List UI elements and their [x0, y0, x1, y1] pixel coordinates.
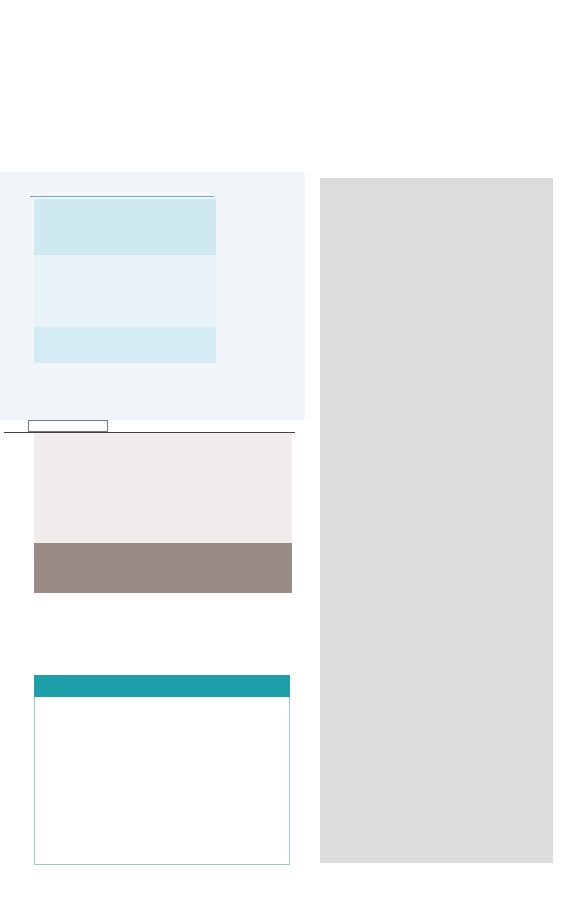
significant-chart-area	[34, 199, 216, 363]
toxic-acceptable-zone	[34, 433, 292, 543]
toxic-low-zone	[34, 543, 292, 593]
divider	[30, 196, 214, 197]
toxic-title-box	[28, 420, 108, 432]
additional-ratios-table	[34, 675, 290, 865]
additional-table-header	[34, 675, 290, 697]
info-panel	[320, 178, 553, 863]
